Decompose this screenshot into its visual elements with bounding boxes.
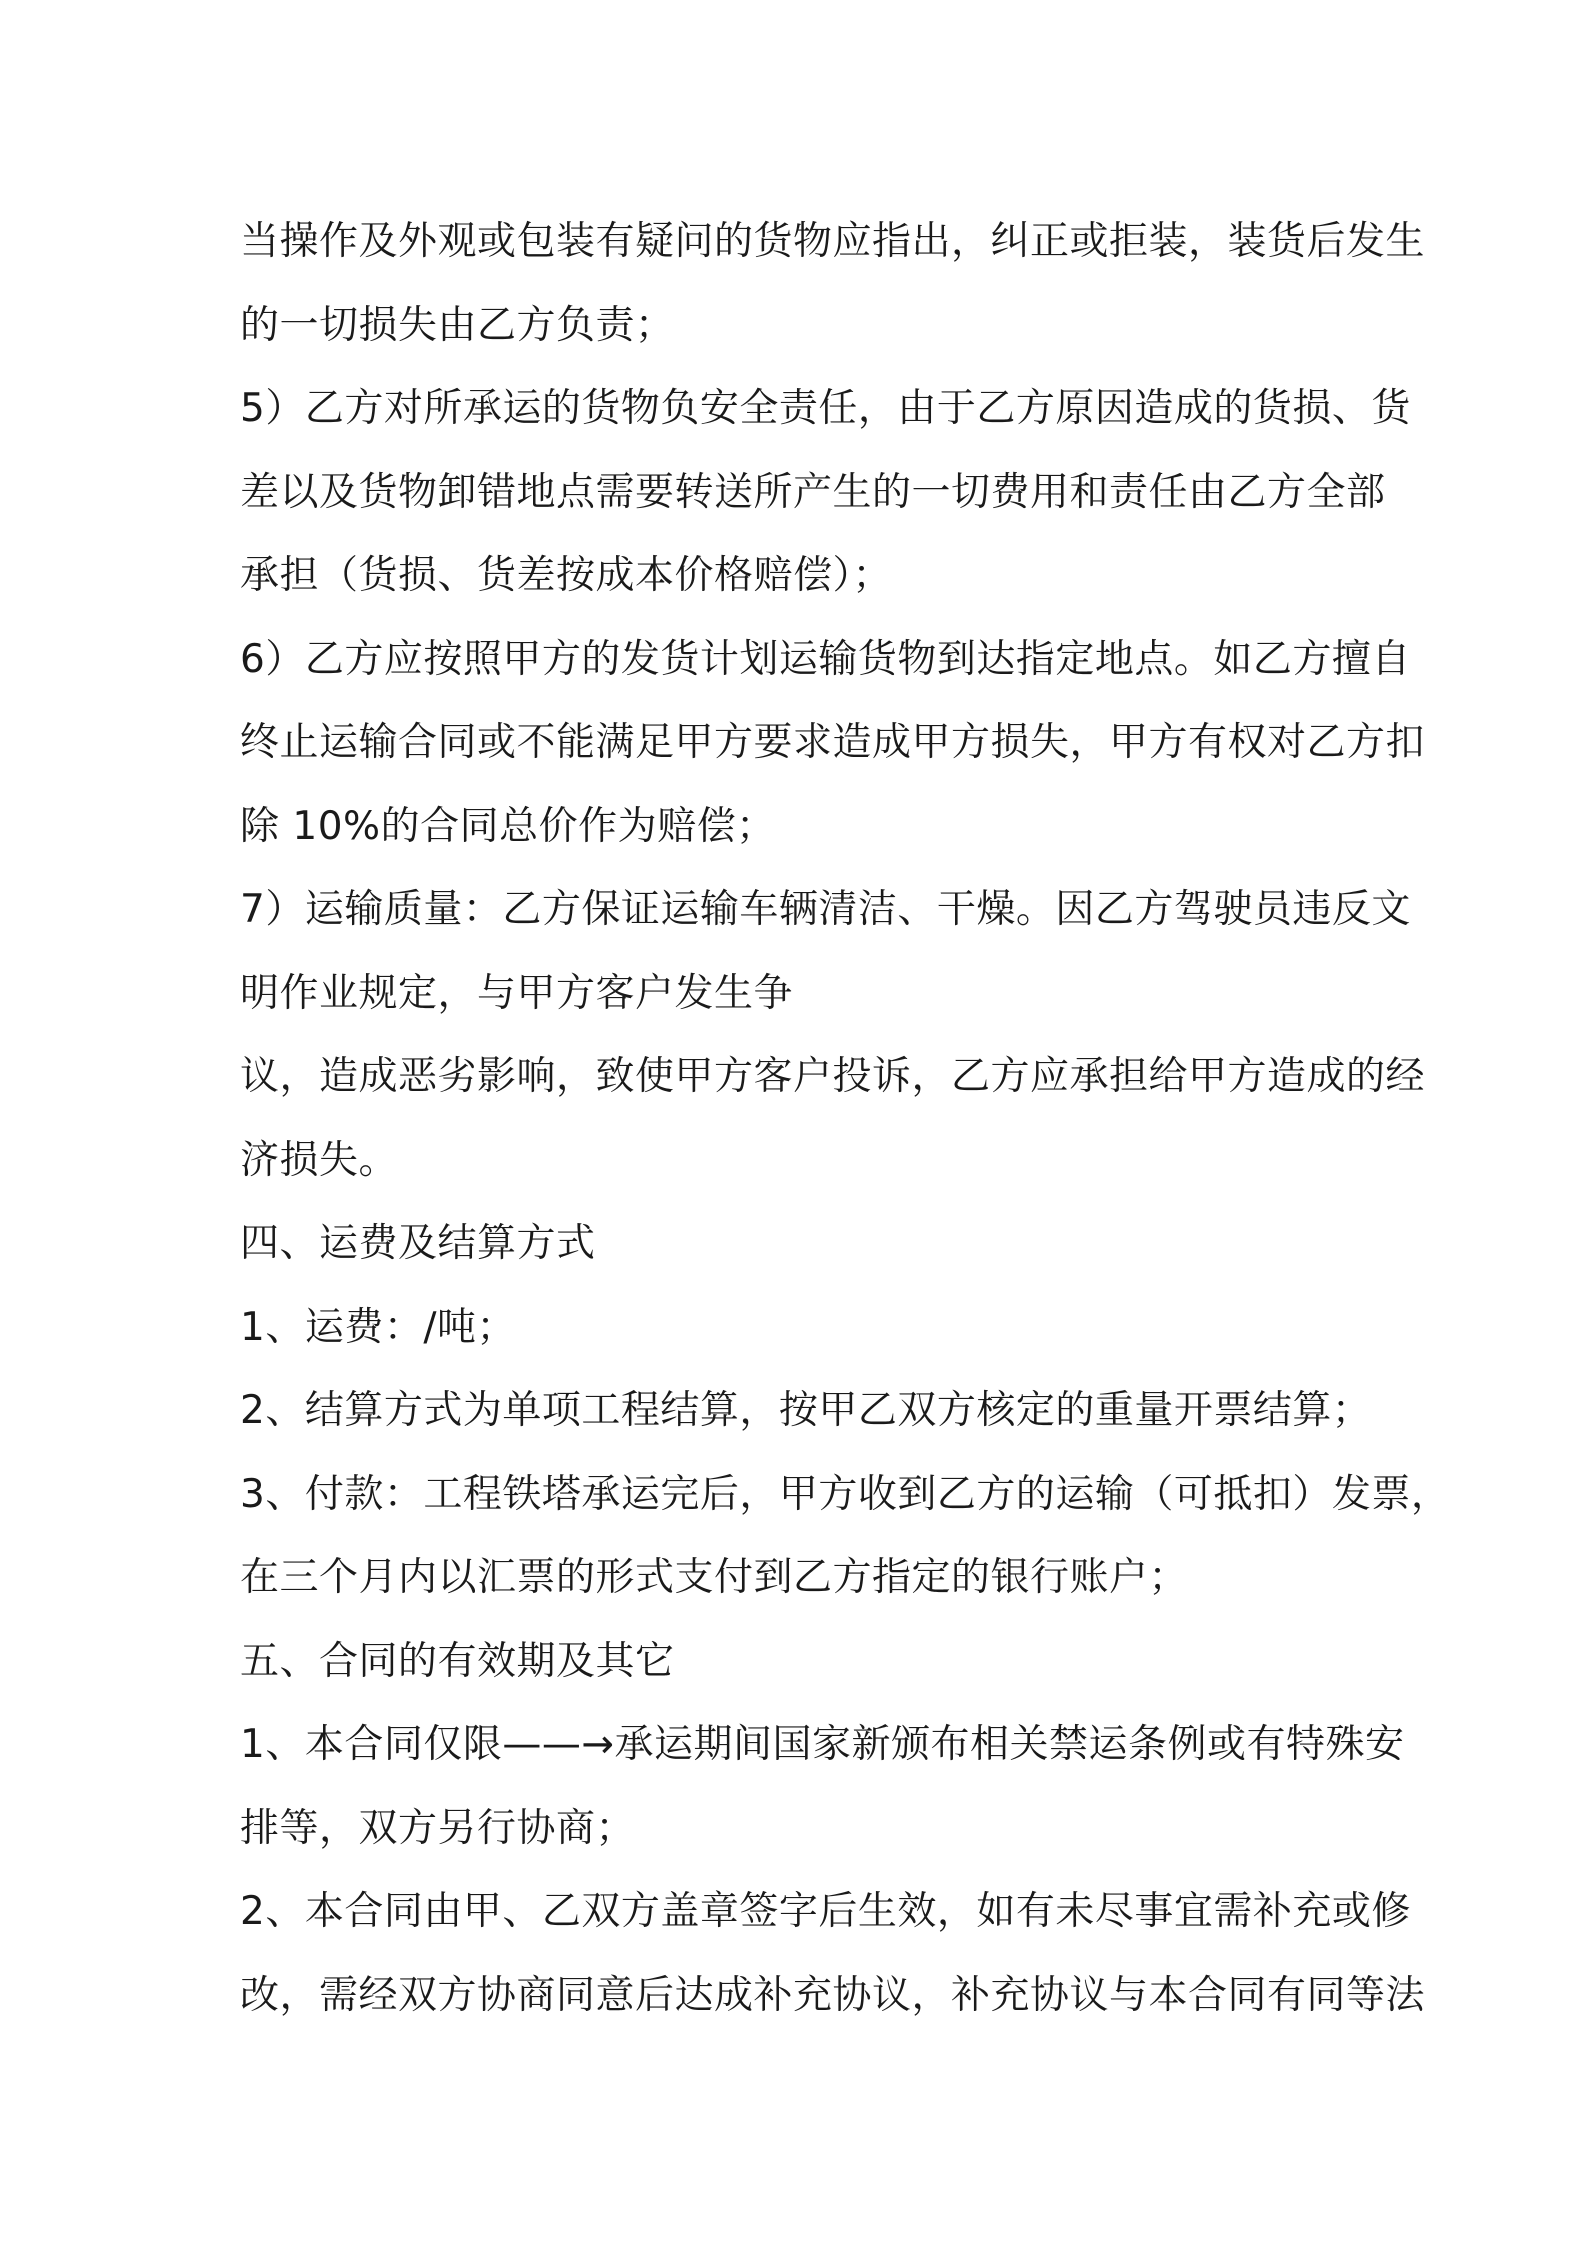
text-line: 终止运输合同或不能满足甲方要求造成甲方损失，甲方有权对乙方扣 [240,720,1426,765]
section-4-item-2: 2、结算方式为单项工程结算，按甲乙双方核定的重量开票结算； [240,1388,1372,1433]
section-5-heading: 五、合同的有效期及其它 [240,1638,675,1684]
section-5-item-1: 1、本合同仅限——→承运期间国家新颁布相关禁运条例或有特殊安 [240,1722,1405,1767]
text-line: 的一切损失由乙方负责； [240,302,675,348]
text-line: 明作业规定，与甲方客户发生争 [240,970,794,1016]
text-line: 排等，双方另行协商； [240,1805,636,1851]
section-5-item-2: 2、本合同由甲、乙双方盖章签字后生效，如有未尽事宜需补充或修 [240,1889,1411,1934]
section-4-item-1: 1、运费：/吨； [240,1304,516,1350]
text-line: 改，需经双方协商同意后达成补充协议，补充协议与本合同有同等法 [240,1972,1426,2018]
section-4-item-3: 3、付款：工程铁塔承运完后，甲方收到乙方的运输（可抵扣）发票， [240,1471,1451,1517]
clause-7-line: 7）运输质量：乙方保证运输车辆清洁、干燥。因乙方驾驶员违反文 [240,887,1411,932]
text-line: 差以及货物卸错地点需要转送所产生的一切费用和责任由乙方全部 [240,469,1386,515]
contract-text-body [240,200,1451,2037]
clause-5-line: 5）乙方对所承运的货物负安全责任，由于乙方原因造成的货损、货 [240,386,1411,431]
text-line: 当操作及外观或包装有疑问的货物应指出，纠正或拒装，装货后发生 [240,219,1426,264]
text-line: 议，造成恶劣影响，致使甲方客户投诉，乙方应承担给甲方造成的经 [240,1054,1426,1099]
text-line: 除 10%的合同总价作为赔偿； [240,803,776,849]
text-line: 济损失。 [240,1137,399,1183]
clause-6-line: 6）乙方应按照甲方的发货计划运输货物到达指定地点。如乙方擅自 [240,636,1411,682]
text-line: 承担（货损、货差按成本价格赔偿）； [240,553,893,598]
text-line: 在三个月内以汇票的形式支付到乙方指定的银行账户； [240,1555,1189,1600]
section-4-heading: 四、运费及结算方式 [240,1221,596,1266]
